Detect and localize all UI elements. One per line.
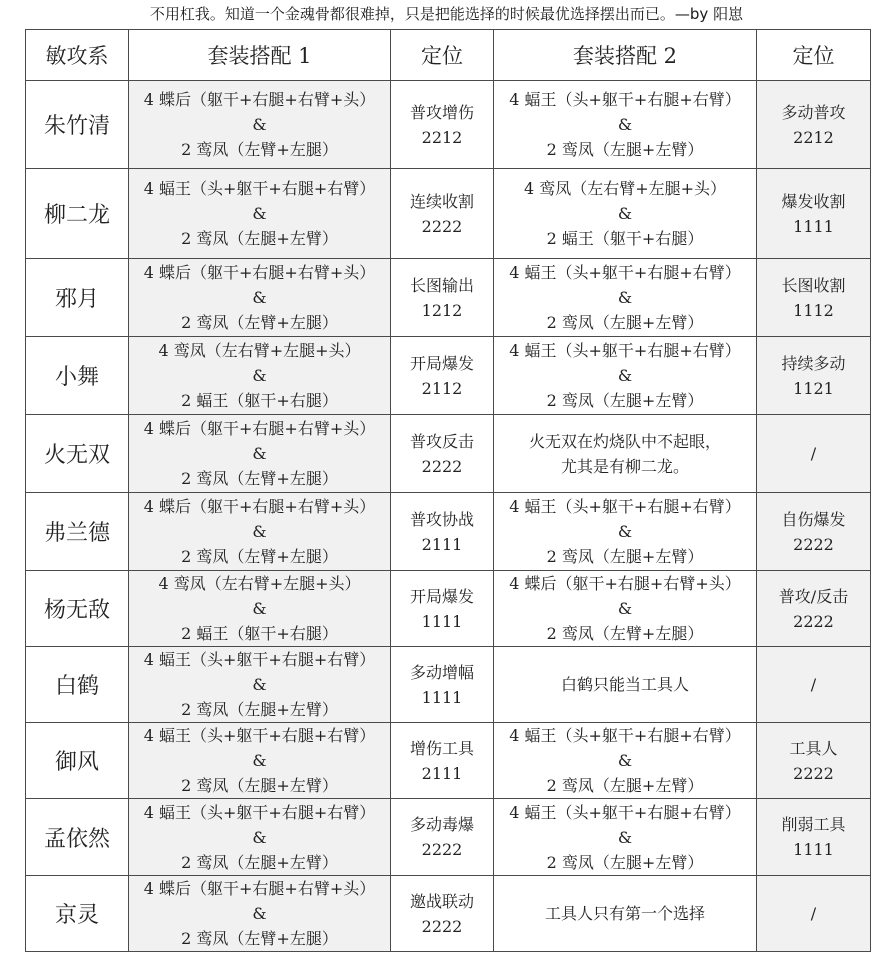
role-1	[391, 169, 494, 259]
header-role1: 定位	[391, 30, 494, 81]
header-row	[26, 30, 871, 81]
set-combo-2-line: 4 蝠王（头+躯干+右腿+右臂）	[509, 726, 741, 745]
set-combo-2-line: &	[617, 366, 633, 385]
set-combo-1	[129, 723, 391, 799]
set-combo-2-line: 2 蝠王（躯干+右腿）	[546, 229, 704, 248]
set-combo-1-line: 4 蝠王（头+躯干+右腿+右臂）	[143, 802, 376, 822]
table-row	[26, 723, 871, 799]
set-combo-1-line: &	[252, 751, 267, 770]
set-combo-2-line: 白鹤只能当工具人	[560, 675, 689, 694]
set-combo-2-line: 尤其是有柳二龙。	[560, 456, 689, 476]
table-row	[26, 169, 871, 259]
set-combo-1	[129, 169, 391, 259]
role-1-line: 增伤工具	[409, 738, 474, 758]
set-combo-1	[129, 337, 391, 415]
table-body	[26, 81, 871, 952]
set-combo-2-line: 工具人只有第一个选择	[544, 904, 705, 923]
role-2-line: 工具人	[789, 738, 838, 758]
set-combo-2-line: &	[617, 115, 633, 134]
role-1-line: 普攻反击	[409, 431, 474, 451]
set-combo-2-line: 4 蝠王（头+躯干+右腿+右臂）	[509, 263, 741, 282]
set-combo-2-line: &	[617, 827, 633, 847]
set-combo-1-line: 4 蝶后（躯干+右腿+右臂+头）	[143, 879, 376, 898]
table-row	[26, 337, 871, 415]
role-1	[391, 81, 494, 169]
hero-name: 弗兰德	[26, 493, 129, 571]
set-combo-1	[129, 415, 391, 493]
table-row	[26, 876, 871, 952]
set-combo-1	[129, 493, 391, 571]
role-1-line: 1111	[421, 687, 463, 707]
role-2-line: 自伤爆发	[781, 509, 846, 529]
set-combo-1-line: 2 鸾凤（左臂+左腿）	[181, 313, 338, 332]
hero-name: 柳二龙	[26, 169, 129, 259]
hero-name: 御风	[26, 723, 129, 799]
set-combo-2-line: 4 蝠王（头+躯干+右腿+右臂）	[509, 90, 741, 109]
set-combo-1	[129, 799, 391, 876]
role-1-line: 长图输出	[409, 275, 474, 295]
role-1-line: 多动毒爆	[409, 815, 474, 834]
set-combo-2	[494, 647, 757, 723]
table-row	[26, 415, 871, 493]
set-combo-2	[494, 799, 757, 876]
hero-name: 白鹤	[26, 647, 129, 723]
set-combo-1-line: &	[252, 366, 267, 385]
role-1	[391, 723, 494, 799]
set-combo-1	[129, 647, 391, 723]
set-combo-2	[494, 723, 757, 799]
role-1-line: 邀战联动	[409, 891, 474, 911]
role-1-line: 2112	[421, 378, 463, 398]
role-2-line: 1121	[793, 378, 834, 398]
role-1-line: 普攻增伤	[409, 102, 474, 122]
set-combo-2-line: &	[617, 522, 633, 541]
set-combo-1-line: &	[252, 288, 267, 307]
header-role2: 定位	[757, 30, 871, 81]
table-row	[26, 571, 871, 647]
set-combo-2	[494, 415, 757, 493]
set-combo-1	[129, 81, 391, 169]
set-combo-2-line: &	[617, 288, 633, 307]
set-combo-1-line: 4 蝶后（躯干+右腿+右臂+头）	[143, 263, 376, 282]
table-row	[26, 493, 871, 571]
role-2	[757, 337, 871, 415]
role-1-line: 1111	[421, 611, 463, 631]
role-1-line: 2222	[421, 840, 463, 859]
role-2	[757, 723, 871, 799]
role-1	[391, 415, 494, 493]
role-2-line: 1111	[793, 216, 834, 236]
role-2-line: 2222	[793, 534, 834, 554]
set-combo-1-line: 4 蝶后（躯干+右腿+右臂+头）	[143, 497, 376, 516]
role-1-line: 2222	[421, 456, 463, 476]
role-1	[391, 647, 494, 723]
set-combo-1-line: 2 鸾凤（左腿+左臂）	[181, 229, 338, 248]
hero-name: 邪月	[26, 259, 129, 337]
set-combo-2	[494, 493, 757, 571]
set-combo-1-line: &	[252, 675, 267, 694]
hero-name: 火无双	[26, 415, 129, 493]
role-2-line: 普攻/反击	[778, 586, 849, 606]
set-combo-2-line: 2 鸾凤（左腿+左臂）	[546, 313, 704, 332]
role-1	[391, 493, 494, 571]
role-2	[757, 571, 871, 647]
set-combo-1-line: &	[252, 115, 267, 134]
set-combo-1-line: 4 蝶后（躯干+右腿+右臂+头）	[143, 90, 376, 109]
set-combo-1	[129, 571, 391, 647]
role-1-line: 连续收割	[409, 191, 474, 211]
role-2-line: 爆发收割	[781, 191, 846, 211]
role-2	[757, 799, 871, 876]
set-combo-2	[494, 81, 757, 169]
set-combo-2-line: 2 鸾凤（左腿+左臂）	[546, 140, 704, 159]
set-combo-2-line: 2 鸾凤（左腿+左臂）	[546, 391, 704, 410]
role-2-line: /	[810, 675, 817, 694]
role-2-line: /	[810, 444, 817, 463]
table-row	[26, 647, 871, 723]
role-2-line: /	[810, 904, 817, 923]
set-combo-1-line: 4 蝠王（头+躯干+右腿+右臂）	[143, 726, 376, 745]
set-combo-2-line: 2 鸾凤（左腿+左臂）	[546, 547, 704, 566]
role-2	[757, 876, 871, 952]
set-combo-1-line: 2 鸾凤（左臂+左腿）	[181, 929, 338, 948]
role-2-line: 长图收割	[781, 275, 846, 295]
set-combo-2	[494, 169, 757, 259]
role-1-line: 2222	[421, 916, 463, 936]
role-1-line: 普攻协战	[409, 509, 474, 529]
set-combo-1-line: 2 鸾凤（左臂+左腿）	[181, 469, 338, 488]
set-combo-2-line: 4 鸾凤（左右臂+左腿+头）	[523, 179, 727, 198]
role-2	[757, 169, 871, 259]
set-combo-2-line: 4 蝠王（头+躯干+右腿+右臂）	[509, 497, 741, 516]
set-combo-1-line: 4 鸾凤（左右臂+左腿+头）	[158, 341, 361, 360]
role-2-line: 持续多动	[781, 353, 846, 373]
set-combo-1-line: &	[252, 204, 267, 223]
set-combo-1-line: &	[252, 522, 267, 541]
set-combo-2-line: 2 鸾凤（左臂+左腿）	[546, 624, 704, 643]
set-combo-2-line: 4 蝶后（躯干+右腿+右臂+头）	[509, 574, 741, 593]
set-combo-2-line: &	[617, 204, 633, 223]
role-2	[757, 415, 871, 493]
role-1-line: 2222	[421, 216, 463, 236]
set-combo-1	[129, 259, 391, 337]
role-1-line: 2111	[421, 534, 463, 554]
role-2	[757, 259, 871, 337]
set-combo-1-line: &	[252, 827, 267, 847]
role-2	[757, 81, 871, 169]
role-1-line: 多动增幅	[409, 662, 474, 682]
build-table	[25, 29, 871, 952]
set-combo-2-line: &	[617, 751, 633, 770]
role-2-line: 1111	[793, 840, 834, 859]
set-combo-1-line: &	[252, 904, 267, 923]
role-2-line: 2212	[793, 127, 834, 147]
set-combo-1-line: 2 蝠王（躯干+右腿）	[181, 624, 338, 643]
set-combo-2	[494, 259, 757, 337]
role-1-line: 1212	[421, 300, 463, 320]
table-row	[26, 259, 871, 337]
role-1	[391, 876, 494, 952]
header-set2: 套装搭配 2	[494, 30, 757, 81]
role-1	[391, 259, 494, 337]
header-set1: 套装搭配 1	[129, 30, 391, 81]
set-combo-1-line: 4 鸾凤（左右臂+左腿+头）	[158, 574, 361, 593]
set-combo-1	[129, 876, 391, 952]
role-1-line: 2212	[421, 127, 463, 147]
set-combo-1-line: 4 蝠王（头+躯干+右腿+右臂）	[143, 179, 376, 198]
role-2-line: 2222	[793, 763, 834, 783]
set-combo-2-line: &	[617, 599, 633, 618]
role-1	[391, 571, 494, 647]
set-combo-2-line: 火无双在灼烧队中不起眼，	[528, 431, 721, 451]
set-combo-1-line: &	[252, 444, 267, 463]
role-1	[391, 799, 494, 876]
set-combo-2-line: 4 蝠王（头+躯干+右腿+右臂）	[509, 802, 741, 822]
set-combo-1-line: 2 鸾凤（左腿+左臂）	[181, 852, 338, 872]
role-1-line: 开局爆发	[409, 586, 474, 606]
hero-name: 小舞	[26, 337, 129, 415]
set-combo-2-line: 4 蝠王（头+躯干+右腿+右臂）	[509, 341, 741, 360]
role-2	[757, 493, 871, 571]
set-combo-1-line: 2 鸾凤（左腿+左臂）	[181, 700, 338, 719]
set-combo-2	[494, 876, 757, 952]
set-combo-1-line: 2 鸾凤（左臂+左腿）	[181, 547, 338, 566]
set-combo-1-line: &	[252, 599, 267, 618]
role-2	[757, 647, 871, 723]
hero-name: 朱竹清	[26, 81, 129, 169]
role-2-line: 2222	[793, 611, 834, 631]
set-combo-2-line: 2 鸾凤（左腿+左臂）	[546, 852, 704, 872]
role-1	[391, 337, 494, 415]
table-row	[26, 81, 871, 169]
role-2-line: 多动普攻	[781, 102, 846, 122]
hero-name: 孟依然	[26, 799, 129, 876]
role-2-line: 削弱工具	[781, 815, 846, 834]
page-caption: 不用杠我。知道一个金魂骨都很难掉，只是把能选择的时候最优选择摆出而已。—by 阳崽	[149, 5, 744, 23]
set-combo-1-line: 2 鸾凤（左腿+左臂）	[181, 776, 338, 795]
set-combo-1-line: 2 蝠王（躯干+右腿）	[181, 391, 338, 410]
hero-name: 京灵	[26, 876, 129, 952]
header-name: 敏攻系	[26, 30, 129, 81]
hero-name: 杨无敌	[26, 571, 129, 647]
set-combo-2	[494, 571, 757, 647]
role-1-line: 2111	[421, 763, 463, 783]
set-combo-1-line: 2 鸾凤（左臂+左腿）	[181, 140, 338, 159]
table-row	[26, 799, 871, 876]
role-2-line: 1112	[793, 300, 834, 320]
set-combo-2-line: 2 鸾凤（左腿+左臂）	[546, 776, 704, 795]
set-combo-2	[494, 337, 757, 415]
set-combo-1-line: 4 蝠王（头+躯干+右腿+右臂）	[143, 650, 376, 669]
set-combo-1-line: 4 蝶后（躯干+右腿+右臂+头）	[143, 419, 376, 438]
role-1-line: 开局爆发	[409, 353, 474, 373]
